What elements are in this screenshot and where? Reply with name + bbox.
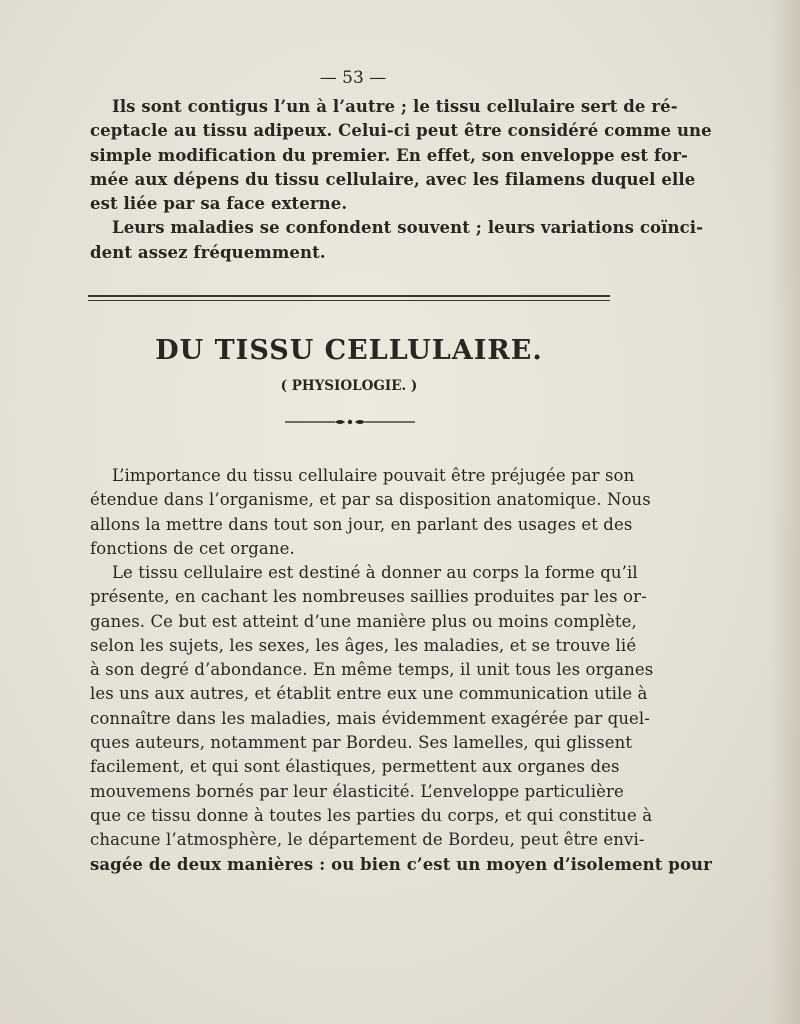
text-line: ques auteurs, notamment par Bordeu. Ses lamelles, qui glissent — [90, 733, 633, 753]
body-paragraph-2 — [90, 561, 712, 877]
text-line: simple modification du premier. En effet, son enveloppe est for- — [90, 145, 688, 165]
body-paragraph-1 — [90, 464, 651, 561]
text-line: chacune l’atmosphère, le département de Bordeu, peut être envi- — [90, 830, 645, 850]
section-divider-thick — [88, 295, 610, 297]
section-divider-thin — [88, 300, 610, 301]
text-line: Le tissu cellulaire est destiné à donner au corps la forme qu’il — [112, 563, 638, 582]
text-line: que ce tissu donne à toutes les parties du corps, et qui constitue à — [90, 805, 653, 825]
text-line: étendue dans l’organisme, et par sa disposition anatomique. Nous — [90, 490, 651, 510]
text-line: allons la mettre dans tout son jour, en parlant des usages et des — [90, 514, 633, 534]
section-title: DU TISSU CELLULAIRE. — [155, 335, 543, 366]
page-number: — 53 — — [319, 68, 387, 88]
text-line: Leurs maladies se confondent souvent ; leurs variations coïnci- — [112, 218, 704, 238]
text-line: sagée de deux manières : ou bien c’est un moyen d’isolement pour — [90, 854, 712, 874]
text-line: fonctions de cet organe. — [90, 538, 295, 558]
text-line: présente, en cachant les nombreuses saillies produites par les or- — [90, 587, 647, 607]
text-line: L’importance du tissu cellulaire pouvait être préjugée par son — [112, 466, 635, 485]
section-subtitle: ( PHYSIOLOGIE. ) — [280, 378, 418, 394]
text-line: Ils sont contigus l’un à l’autre ; le tissu cellulaire sert de ré- — [112, 97, 678, 116]
text-line: à son degré d’abondance. En même temps, il unit tous les organes — [90, 660, 654, 680]
text-line: facilement, et qui sont élastiques, permettent aux organes des — [90, 757, 620, 777]
top-paragraph — [90, 95, 712, 265]
text-line: est liée par sa face externe. — [90, 194, 348, 214]
text-line: les uns aux autres, et établit entre eux une communication utile à — [90, 684, 648, 704]
ornament-divider — [285, 416, 415, 428]
text-line: selon les sujets, les sexes, les âges, les maladies, et se trouve lié — [90, 635, 637, 655]
page-edge-shadow — [770, 0, 800, 1024]
text-line: mée aux dépens du tissu cellulaire, avec les filamens duquel elle — [90, 169, 696, 189]
text-line: mouvemens bornés par leur élasticité. L’enveloppe particulière — [90, 781, 624, 801]
text-line: dent assez fréquemment. — [90, 242, 326, 262]
text-line: ceptacle au tissu adipeux. Celui-ci peut être considéré comme une — [90, 121, 712, 141]
text-line: connaître dans les maladies, mais évidemment exagérée par quel- — [90, 708, 650, 728]
text-line: ganes. Ce but est atteint d’une manière plus ou moins complète, — [90, 611, 637, 631]
